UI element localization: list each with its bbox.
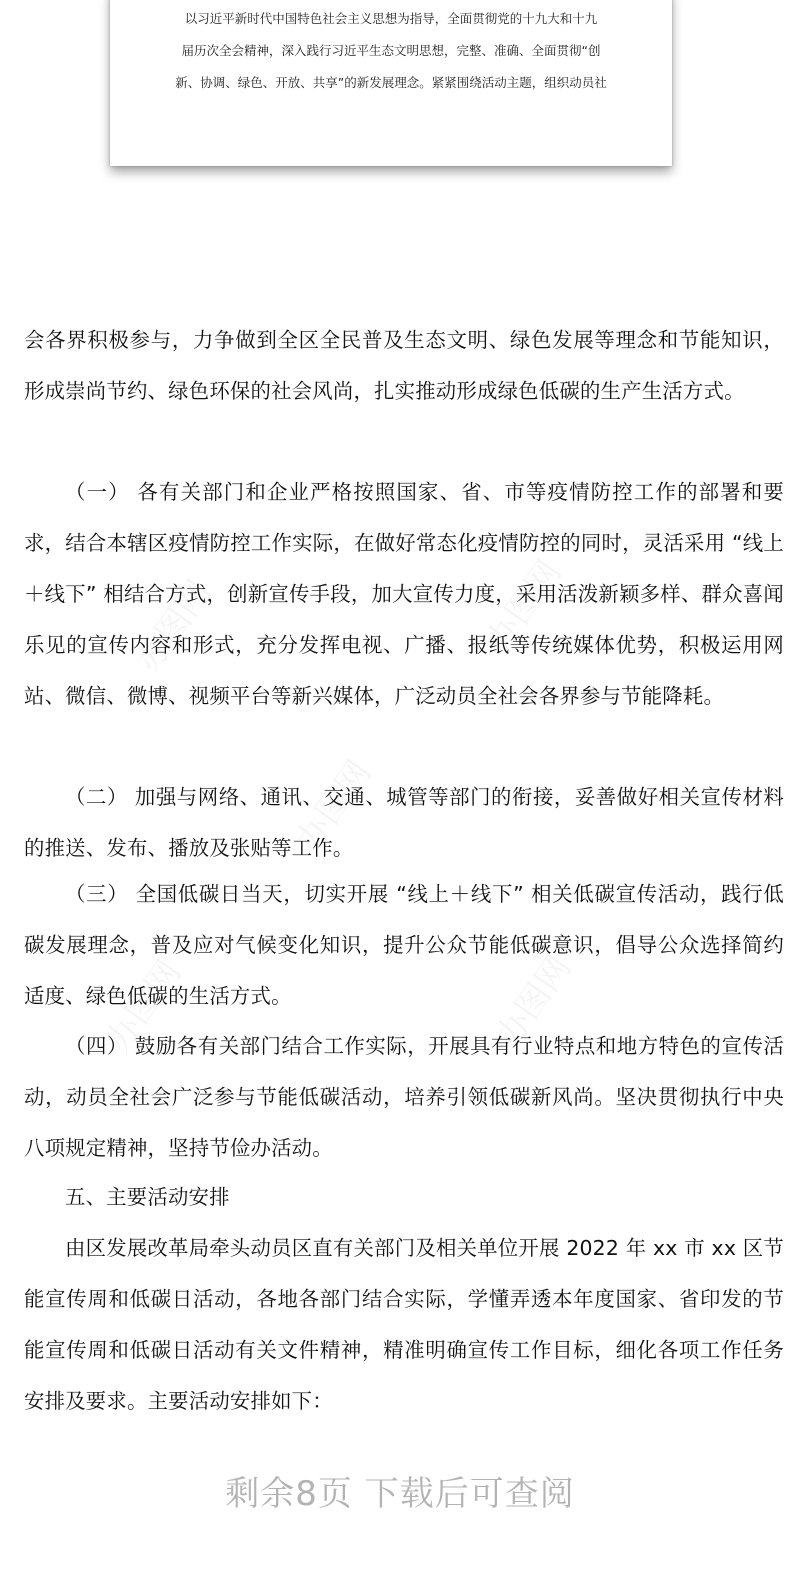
body-paragraph-intro: 会各界积极参与，力争做到全区全民普及生态文明、绿色发展等理念和节能知识，形成崇尚节约、绿色环保的社会风尚，扎实推动形成绿色低碳的生产生活方式。 [24,328,784,403]
preview-line-2: 届历次全会精神，深入践行习近平生态文明思想，完整、准确、全面贯彻“创 [181,43,601,58]
remaining-pages-banner[interactable]: 剩余8页 下载后可查阅 [225,1474,575,1514]
body-paragraph-item-4: （四） 鼓励各有关部门结合工作实际，开展具有行业特点和地方特色的宣传活动，动员全社会广泛参与节能低碳活动，培养引领低碳新风尚。坚决贯彻执行中央八项规定精神，坚持节俭办活动。 [24,1034,784,1160]
preview-line-1: 以习近平新时代中国特色社会主义思想为指导，全面贯彻党的十九大和十九 [184,11,598,26]
body-paragraph-item-3: （三） 全国低碳日当天，切实开展 “线上＋线下” 相关低碳宣传活动，践行低碳发展理念，普及应对气候变化知识，提升公众节能低碳意识，倡导公众选择简约适度、绿色低碳的生活方式。 [24,882,784,1008]
body-paragraph-item-2: （二） 加强与网络、通讯、交通、城管等部门的衔接，妥善做好相关宣传材料的推送、发布、播放及张贴等工作。 [24,785,784,860]
preview-line-3: 新、协调、绿色、开放、共享”的新发展理念。紧紧围绕活动主题，组织动员社 [175,75,607,90]
section-heading-5: 五、主要活动安排 [65,1185,230,1209]
preview-card [110,0,672,166]
body-paragraph-item-1: （一） 各有关部门和企业严格按照国家、省、市等疫情防控工作的部署和要求，结合本辖区疫情防控工作实际，在做好常态化疫情防控的同时，灵活采用 “线上＋线下” 相结合方式，创新宣传手段，加大宣传力度，采用活泼新颖多样、群众喜闻乐见的宣传内容和形式，充分发挥电视、广播、报纸等传统媒体优势，积极运用网站、微信、微博、视频平台等新兴媒体，广泛动员全社会各界参与节能降耗。 [24,480,784,708]
body-paragraph-activities: 由区发展改革局牵头动员区直有关部门及相关单位开展 2022 年 xx 市 xx 区节能宣传周和低碳日活动，各地各部门结合实际，学懂弄透本年度国家、省印发的节能宣传周和低碳日活动有关文件精神，精准明确宣传工作目标，细化各项工作任务安排及要求。主要活动安排如下： [24,1236,784,1413]
